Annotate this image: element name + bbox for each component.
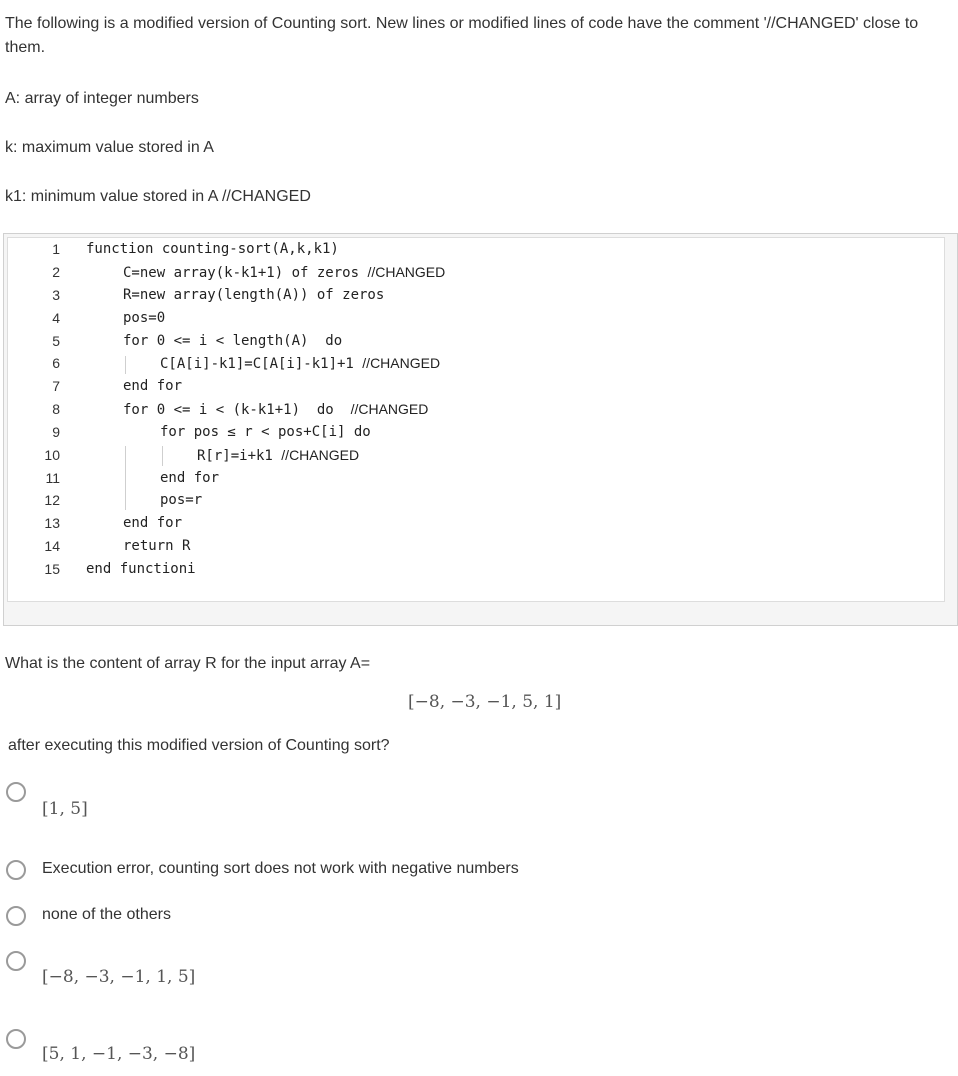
line-number: 8 xyxy=(52,401,60,417)
line-number: 14 xyxy=(44,538,60,554)
radio-button[interactable] xyxy=(6,951,26,971)
line-number: 9 xyxy=(52,424,60,440)
indent-guide xyxy=(125,446,126,510)
code-text: C[A[i]-k1]=C[A[i]-k1]+1 xyxy=(160,356,363,372)
code-line xyxy=(160,492,202,508)
code-text: C=new array(k-k1+1) of zeros xyxy=(123,265,368,281)
code-text: end for xyxy=(123,378,183,394)
code-text: function counting-sort(A,k,k1) xyxy=(86,241,339,257)
code-line xyxy=(123,538,190,554)
option-label: [1, 5] xyxy=(42,799,88,819)
indent-guide xyxy=(125,356,126,374)
code-text: for 0 <= i < length(A) do xyxy=(123,333,343,349)
indent-guide xyxy=(162,446,163,466)
line-number: 4 xyxy=(52,310,60,326)
code-line xyxy=(197,447,359,464)
changed-comment: //CHANGED xyxy=(350,401,429,417)
option-label: none of the others xyxy=(42,906,171,923)
question-text: What is the content of array R for the input array A= xyxy=(5,655,371,672)
line-number: 12 xyxy=(44,492,60,508)
code-line xyxy=(123,378,182,394)
code-text: for 0 <= i < (k-k1+1) do xyxy=(123,402,351,418)
code-line xyxy=(123,310,165,326)
input-array: [−8, −3, −1, 5, 1] xyxy=(408,692,562,712)
code-text: R[r]=i+k1 xyxy=(197,448,282,464)
line-number: 7 xyxy=(52,378,60,394)
radio-button[interactable] xyxy=(6,782,26,802)
line-number: 15 xyxy=(44,561,60,577)
code-text: end for xyxy=(123,515,183,531)
code-text: end for xyxy=(160,470,220,486)
changed-comment: //CHANGED xyxy=(362,355,441,371)
line-number: 6 xyxy=(52,355,60,371)
code-line xyxy=(123,264,445,281)
line-number: 1 xyxy=(52,241,60,257)
code-line xyxy=(160,424,371,440)
option-label: Execution error, counting sort does not work with negative numbers xyxy=(42,860,519,877)
def-k1: k1: minimum value stored in A //CHANGED xyxy=(5,188,311,205)
code-line xyxy=(123,515,182,531)
line-number: 13 xyxy=(44,515,60,531)
line-number: 3 xyxy=(52,287,60,303)
code-line xyxy=(123,333,342,349)
line-number: 10 xyxy=(44,447,60,463)
changed-comment: //CHANGED xyxy=(367,264,446,280)
code-text: pos=r xyxy=(160,492,203,508)
code-line xyxy=(160,470,219,486)
code-line xyxy=(123,401,428,418)
code-line xyxy=(86,241,339,257)
code-block xyxy=(3,233,958,626)
code-text: end functioni xyxy=(86,561,196,577)
code-text: R=new array(length(A)) of zeros xyxy=(123,287,385,303)
line-number: 5 xyxy=(52,333,60,349)
line-number: 11 xyxy=(45,470,60,486)
code-line xyxy=(160,355,440,372)
code-editor xyxy=(7,237,945,602)
def-a: A: array of integer numbers xyxy=(5,90,199,107)
option-label: [−8, −3, −1, 1, 5] xyxy=(42,967,196,987)
radio-button[interactable] xyxy=(6,1029,26,1049)
radio-button[interactable] xyxy=(6,860,26,880)
intro-text: The following is a modified version of Counting sort. New lines or modified lines of code have the comment '//CHANGED' close to them. xyxy=(5,15,919,56)
option-label: [5, 1, −1, −3, −8] xyxy=(42,1044,196,1064)
code-text: return R xyxy=(123,538,191,554)
code-line xyxy=(86,561,196,577)
code-text: for pos ≤ r < pos+C[i] do xyxy=(160,424,371,440)
code-line xyxy=(123,287,384,303)
line-number: 2 xyxy=(52,264,60,280)
code-text: pos=0 xyxy=(123,310,166,326)
radio-button[interactable] xyxy=(6,906,26,926)
def-k: k: maximum value stored in A xyxy=(5,139,214,156)
changed-comment: //CHANGED xyxy=(281,447,360,463)
question-tail: after executing this modified version of Counting sort? xyxy=(8,737,390,754)
